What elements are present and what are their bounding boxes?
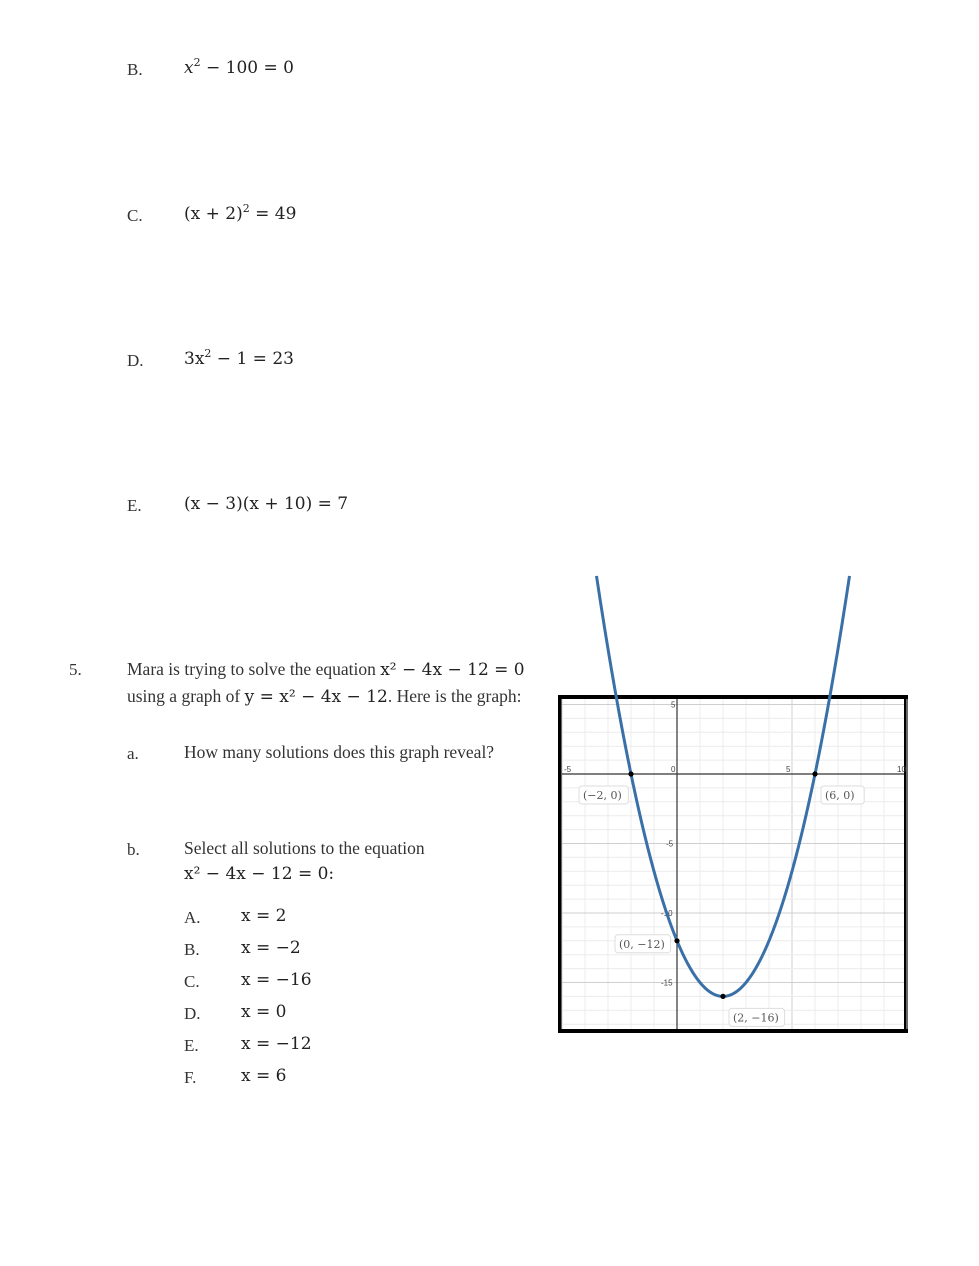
- problem-number: 5.: [69, 660, 82, 679]
- choice-c-equation: $(x + 2)^2 = 49$: [184, 202, 297, 224]
- y-tick-label: -5: [666, 839, 674, 849]
- option-letter: D.: [184, 1004, 201, 1023]
- point-label: (0, −12): [619, 937, 665, 951]
- point-label: (2, −16): [733, 1011, 779, 1025]
- point-label: (−2, 0): [583, 789, 622, 802]
- option-letter: F.: [184, 1068, 197, 1087]
- part-b-letter: b.: [127, 840, 140, 859]
- y-tick-label: 5: [671, 700, 676, 710]
- x-tick-label: 10: [897, 765, 906, 774]
- parabola-graph: [558, 695, 908, 1033]
- choice-b-equation: $x^2 - 100 = 0$: [184, 56, 294, 78]
- point-marker: [674, 938, 679, 943]
- part-a-question: How many solutions does this graph reveal?: [184, 742, 495, 762]
- option-value[interactable]: x = 2: [241, 906, 287, 926]
- option-value[interactable]: x = −16: [241, 970, 312, 990]
- choice-c-letter: C.: [127, 206, 143, 225]
- y-tick-label: -15: [661, 978, 673, 988]
- problem-function: y = x² − 4x − 12: [244, 687, 388, 707]
- option-value[interactable]: x = 0: [241, 1002, 287, 1022]
- point-marker: [628, 771, 633, 776]
- problem-line-1: Mara is trying to solve the equation x² − 4x − 12 = 0: [127, 659, 525, 680]
- part-b-equation: x² − 4x − 12 = 0:: [184, 864, 335, 884]
- choice-d-equation: $3x^2 - 1 = 23$: [184, 347, 294, 369]
- point-marker: [720, 994, 725, 999]
- problem-line-2: using a graph of y = x² − 4x − 12. Here is the graph:: [127, 686, 522, 707]
- option-value[interactable]: x = −2: [241, 938, 301, 958]
- choice-d-letter: D.: [127, 351, 144, 370]
- part-b-question: Select all solutions to the equation: [184, 838, 425, 858]
- part-a-letter: a.: [127, 744, 139, 763]
- choice-b-letter: B.: [127, 60, 143, 79]
- point-marker: [812, 771, 817, 776]
- option-letter: C.: [184, 972, 200, 991]
- x-tick-label: 5: [786, 765, 791, 774]
- point-label: (6, 0): [825, 789, 855, 802]
- choice-e-letter: E.: [127, 496, 142, 515]
- x-tick-label: 0: [671, 765, 676, 774]
- option-letter: A.: [184, 908, 201, 927]
- x-tick-label: -5: [564, 765, 572, 774]
- y-tick-label: -10: [661, 909, 673, 918]
- option-letter: E.: [184, 1036, 199, 1055]
- option-value[interactable]: x = −12: [241, 1034, 312, 1054]
- choice-e-equation: (x − 3)(x + 10) = 7: [184, 494, 349, 514]
- option-value[interactable]: x = 6: [241, 1066, 287, 1086]
- problem-equation: x² − 4x − 12 = 0: [380, 660, 525, 680]
- option-letter: B.: [184, 940, 200, 959]
- graph-canvas: [562, 699, 904, 1029]
